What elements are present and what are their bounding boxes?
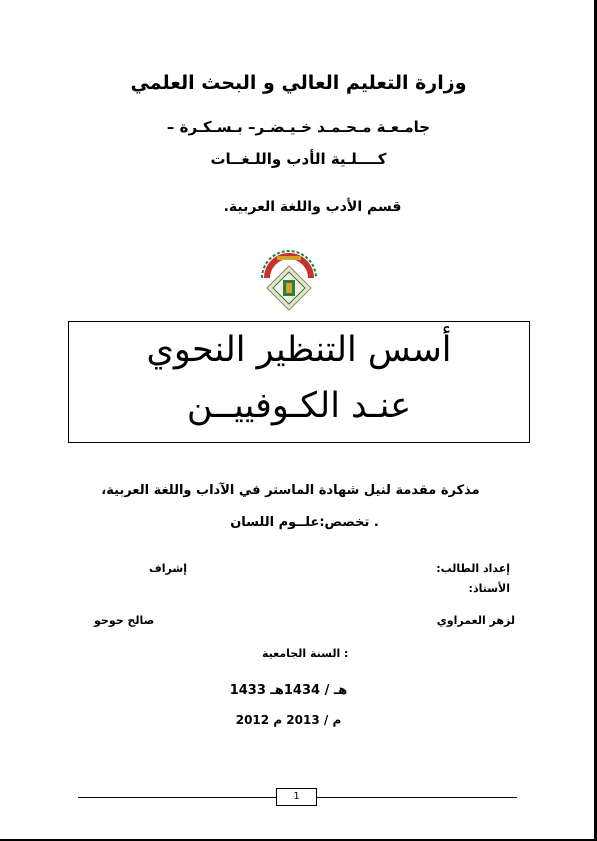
supervisor-name: صالح حوحو bbox=[94, 614, 155, 627]
academic-year-hijri: هـ / 1434هـ 1433 bbox=[229, 683, 348, 698]
faculty-name: كــــلـية الأدب واللـغــات bbox=[210, 150, 387, 168]
prepared-by-label: إعداد الطالب: bbox=[436, 562, 510, 575]
memo-description: مذكرة مقدمة لنيل شهادة الماستر في الآداب واللغة العربية، bbox=[101, 483, 480, 498]
university-seal-icon bbox=[253, 244, 325, 316]
ministry-heading: وزارة التعليم العالي و البحث العلمي bbox=[130, 72, 467, 94]
svg-text:.: . bbox=[288, 312, 290, 316]
academic-year-label: : السنة الجامعية bbox=[262, 647, 349, 660]
university-name: جامـعـة مـحـمـد خـيـضـر– بـسـكـرة – bbox=[166, 118, 431, 136]
student-name: لزهر العمراوي bbox=[436, 614, 515, 627]
thesis-title-box bbox=[68, 321, 530, 443]
department-name: قسم الأدب واللغة العربية. bbox=[223, 199, 402, 215]
thesis-title-line-2: عنـد الكـوفييــن bbox=[186, 386, 412, 426]
thesis-title-line-1: أسس التنظير النحوي bbox=[146, 330, 452, 370]
memo-specialization: . تخصص:علــوم اللسان bbox=[230, 515, 379, 530]
professor-label: الأستاذ: bbox=[468, 582, 510, 595]
supervision-label: إشراف bbox=[149, 562, 187, 575]
page-number: 1 bbox=[276, 788, 317, 806]
academic-year-gregorian: م / 2013 م 2012 bbox=[235, 713, 342, 727]
